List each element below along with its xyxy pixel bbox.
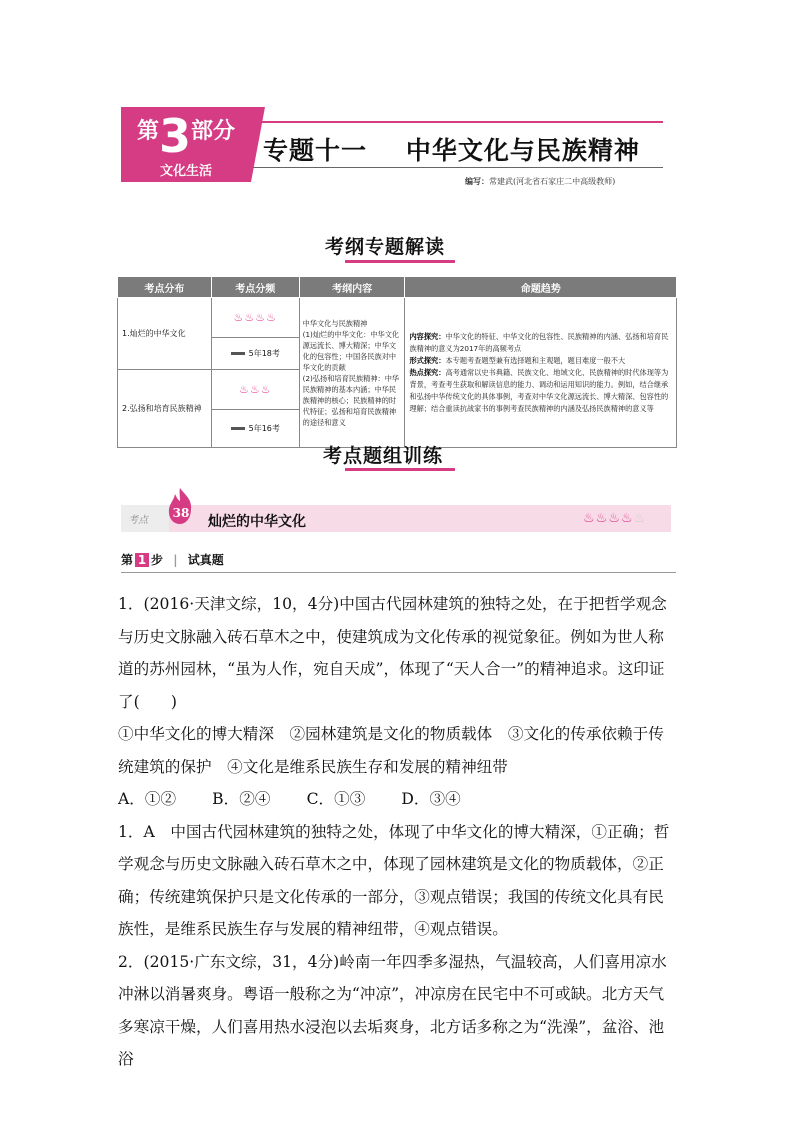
trend-form: 形式探究：本专题考查题型兼有选择题和主观题，题目难度一般不大 [409, 355, 626, 365]
trend-content: 内容探究：中华文化的特征、中华文化的包容性、民族精神的内涵、弘扬和培育民族精神的意义为2017年的高频考点 [409, 331, 669, 353]
question-1-statements: ①中华文化的博大精深 ②园林建筑是文化的物质载体 ③文化的传承依赖于传统建筑的保护 ④文化是维系民族生存和发展的精神纽带 [118, 725, 664, 776]
step-heading: 第 1 步 | 试真题 [121, 553, 224, 567]
table-header: 考点分布 [118, 277, 212, 298]
step-number: 1 [135, 553, 149, 567]
part-label: 第3部分 [136, 109, 236, 163]
step-rule [121, 572, 676, 573]
question-1-options: A．①② B．②④ C．①③ D．③④ [118, 790, 461, 808]
step-title: 试真题 [187, 553, 224, 567]
section-underline [345, 468, 455, 471]
table-header: 考点分频 [211, 277, 299, 298]
frequency-cell: 5年16考 [211, 410, 299, 448]
question-2: 2．(2015·广东文综，31，4分)岭南一年四季多湿热，气温较高，人们喜用凉水冲淋以消暑爽身。粤语一般称之为“冲凉”，冲凉房在民宅中不可或缺。北方天气多寒凉干燥，人们喜用热水浸泡以去垢爽身，北方话多称之为“洗澡”，盆浴、池浴 [118, 952, 667, 1068]
kaodian-label: 考点 [128, 515, 148, 526]
content-cell: 中华文化与民族精神 (1)灿烂的中华文化：中华文化源远流长、博大精深；中华文化的包容性；中国各民族对中华文化的贡献 (2)弘扬和培育民族精神：中华民族精神的基本内涵；中华民族精神的核心；民族精神的时代特征；弘扬和培育民族精神的途径和意义 [299, 298, 405, 448]
outline-table [117, 276, 677, 448]
part-number: 3 [158, 109, 191, 163]
kaodian-number: 38 [172, 506, 190, 520]
part-badge [121, 107, 251, 182]
trend-cell [405, 298, 677, 448]
topic-cell: 1.灿烂的中华文化 [118, 298, 212, 370]
kaodian-rating: ♨♨♨♨♨ [583, 511, 647, 526]
fire-rating: ♨♨♨ [211, 370, 299, 410]
frequency-cell: 5年18考 [211, 338, 299, 370]
header-rule [253, 121, 663, 123]
answer-1: 1．A 中国古代园林建筑的独特之处，体现了中华文化的博大精深，①正确；哲学观念与历史文脉融入砖石草木之中，体现了园林建筑是文化的物质载体，②正确；传统建筑保护只是文化传承的一部分，③观点错误；我国的传统文化具有民族性，是维系民族生存与发展的精神纽带，④观点错误。 [118, 822, 670, 938]
table-header: 命题趋势 [405, 277, 677, 298]
topic-title: 专题十一 中华文化与民族精神 [263, 136, 640, 165]
question-1: 1．(2016·天津文综，10，4分)中国古代园林建筑的独特之处，在于把哲学观念与历史文脉融入砖石草木之中，使建筑成为文化传承的视觉象征。例如为世人称道的苏州园林，“虽为人作，宛自天成”，体现了“天人合一”的精神追求。这印证了( ) [118, 595, 667, 711]
header-rule-bottom [253, 167, 663, 168]
section-underline [345, 260, 455, 263]
section-title-outline: 考纲专题解读 [325, 236, 446, 258]
table-row [118, 298, 677, 338]
fire-rating: ♨♨♨♨ [211, 298, 299, 338]
section-title-training: 考点题组训练 [323, 445, 444, 467]
table-header: 考纲内容 [299, 277, 405, 298]
topic-cell: 2.弘扬和培育民族精神 [118, 370, 212, 448]
kaodian-title: 灿烂的中华文化 [208, 514, 306, 530]
table-header-row [118, 277, 677, 298]
trend-hot: 热点探究：高考通常以史书典籍、民族文化、地域文化、民族精神的时代体现等为背景，考查考生获取和解读信息的能力、调动和运用知识的能力。例如，结合继承和弘扬中华传统文化的具体事例，考查对中华文化源远流长、博大精深、包容性的理解；结合重读抗战家书的事例考查民族精神的内涵及弘扬民族精神的意义等 [409, 367, 669, 413]
question-body [118, 588, 678, 1076]
part-subtitle: 文化生活 [159, 164, 212, 179]
editor-credit: 编写：常建武(河北省石家庄二中高级教师) [465, 177, 616, 186]
